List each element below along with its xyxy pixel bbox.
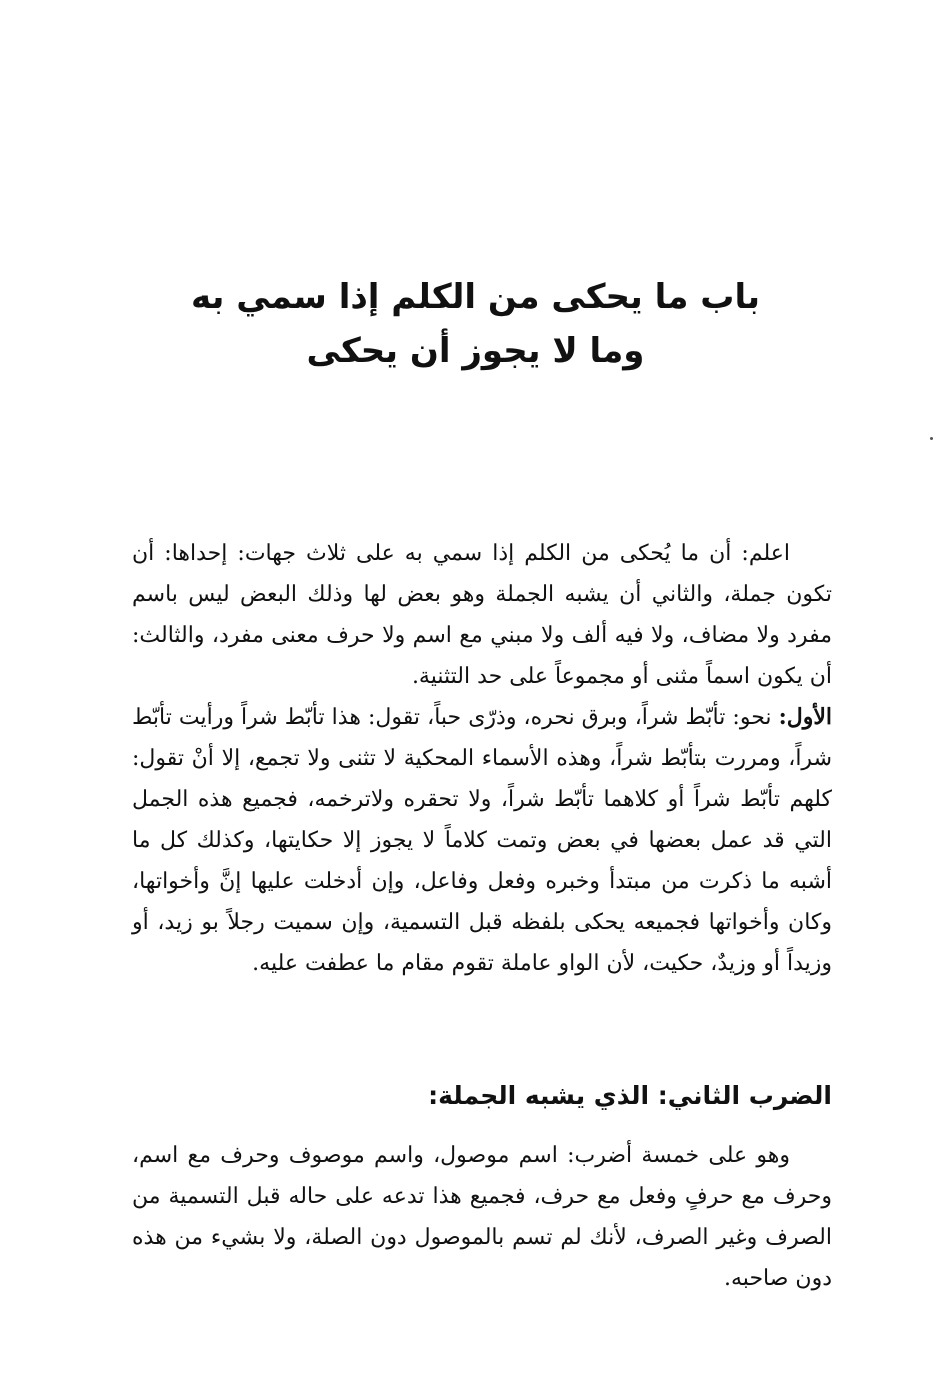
chapter-title-line-1: باب ما يحكى من الكلم إذا سمي به [191,277,760,317]
intro-paragraph: اعلم: أن ما يُحكى من الكلم إذا سمي به على ثلاث جهات: إحداها: أن تكون جملة، والثاني أن يشبه الجملة وهو بعض لها وذلك البعض ليس باسم مفرد ولا مضاف، ولا فيه ألف ولا مبني مع اسم ولا حرف معنى مفرد، والثالث: أن يكون اسماً مثنى أو مجموعاً على حد التثنية. [132,541,832,689]
body-first-section [132,533,832,984]
chapter-title-line-2: وما لا يجوز أن يحكى [306,331,645,371]
first-kind-text: نحو: تأبّط شراً، وبرق نحره، وذرّى حباً، تقول: هذا تأبّط شراً ورأيت تأبّط شراً، ومررت بتأبّط شراً، وهذه الأسماء المحكية لا تثنى ولا تجمع، إلا أنْ تقول: كلهم تأبّط شراً أو كلاهما تأبّط شراً، ولا تحقره ولاترخمه، فجميع هذه الجمل التي قد عمل بعضها في بعض وتمت كلاماً لا يجوز إلا حكايتها، وكذلك كل ما أشبه ما ذكرت من مبتدأ وخبره وفعل وفاعل، وإن أدخلت عليها إنَّ وأخواتها، وكان وأخواتها فجميعه يحكى بلفظه قبل التسمية، وإن سميت رجلاً بو زيد، أو وزيداً أو وزيدٌ، حكيت، لأن الواو عاملة تقوم مقام ما عطفت عليه. [132,705,832,976]
chapter-title [0,270,951,378]
section-heading-second-kind: الضرب الثاني: الذي يشبه الجملة: [428,1081,832,1110]
margin-mark [930,437,933,440]
first-kind-paragraph [132,697,832,984]
second-kind-paragraph: وهو على خمسة أضرب: اسم موصول، واسم موصوف وحرف مع اسم، وحرف مع حرفٍ وفعل مع حرف، فجميع هذا تدعه على حاله قبل التسمية من الصرف وغير الصرف، لأنك لم تسم بالموصول دون الصلة، ولا بشيء من هذه دون صاحبه. [132,1143,832,1291]
first-kind-lead: الأول: [778,704,833,730]
body-second-section [132,1135,832,1299]
